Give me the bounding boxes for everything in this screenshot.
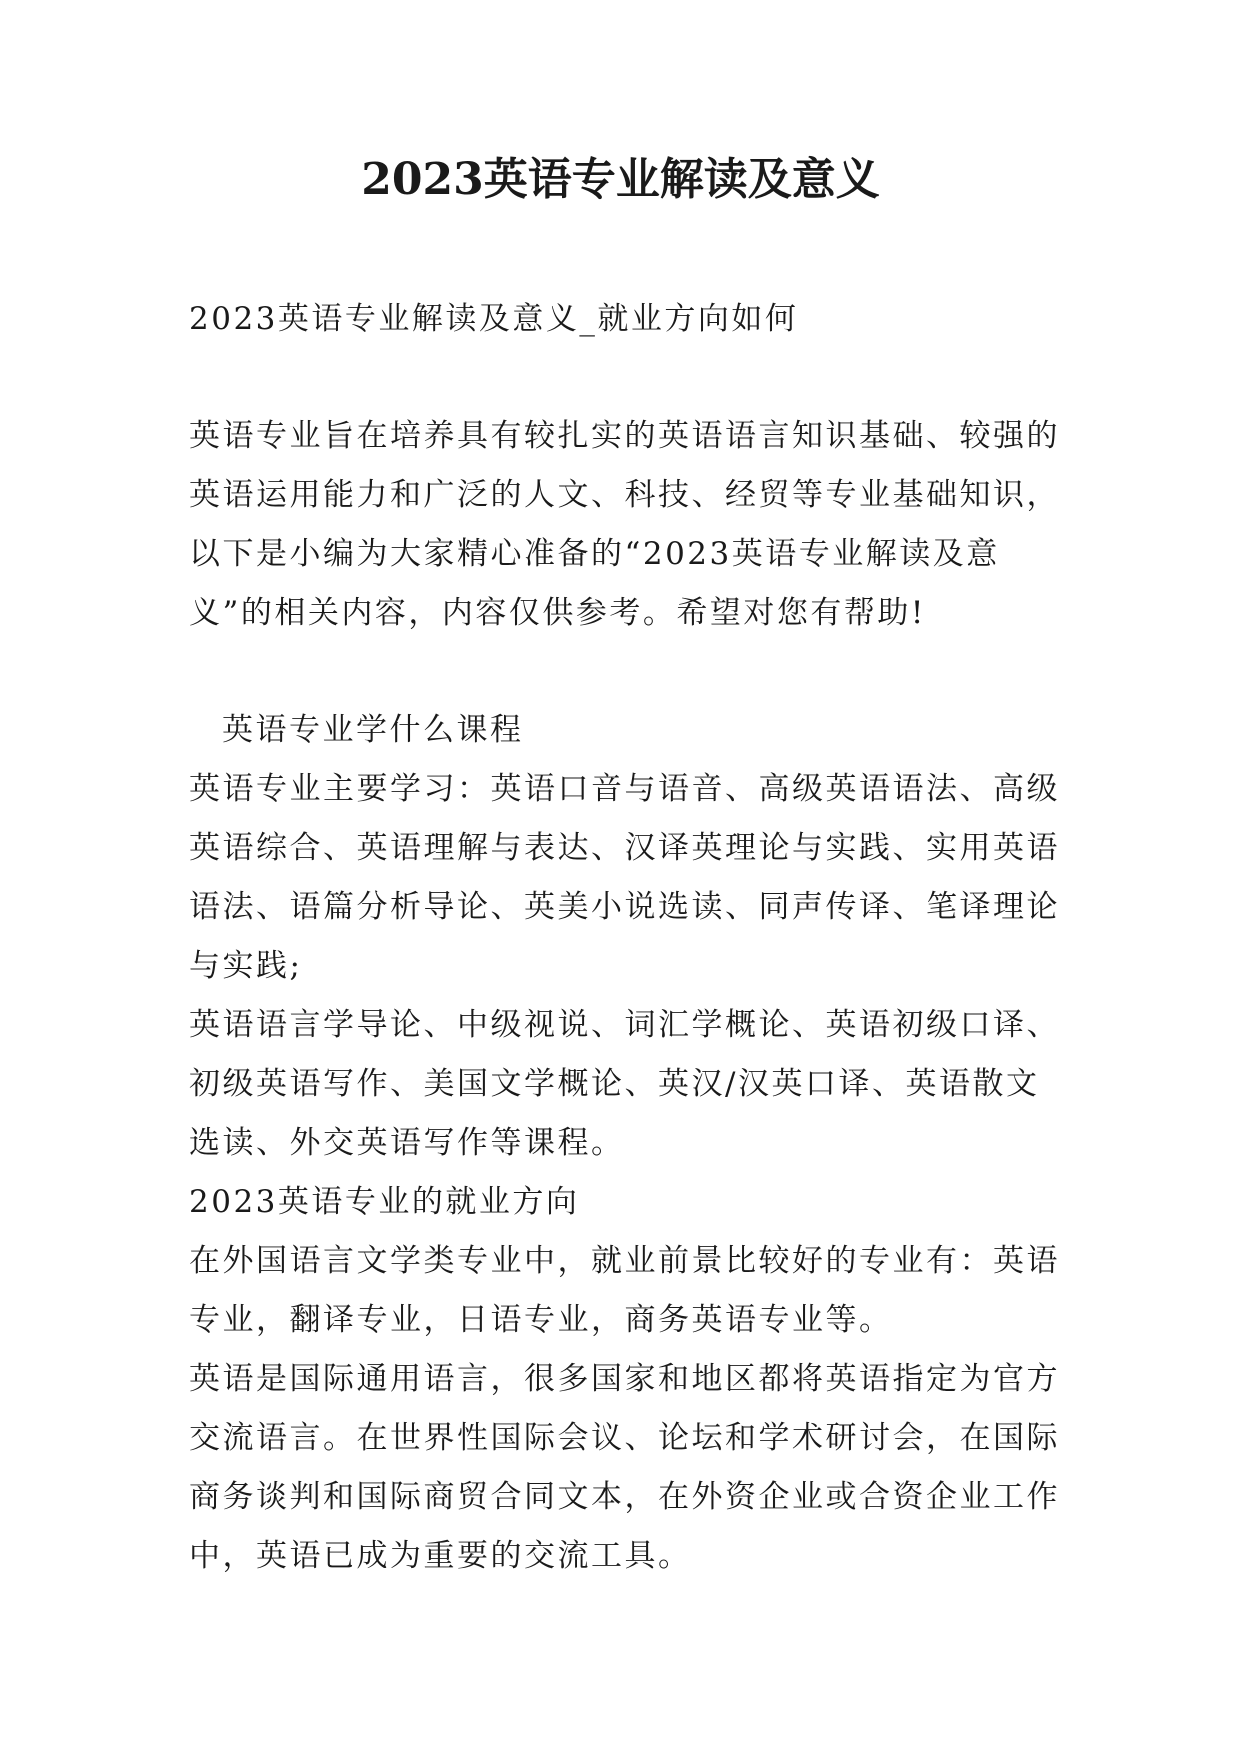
document-body: [189, 290, 1069, 1586]
courses-paragraph-1: 英语专业主要学习：英语口音与语音、高级英语语法、高级英语综合、英语理解与表达、汉译英理论与实践、实用英语语法、语篇分析导论、英美小说选读、同声传译、笔译理论与实践;: [189, 771, 1060, 984]
document-subtitle: 2023英语专业解读及意义_就业方向如何: [189, 301, 799, 337]
intro-paragraph: 英语专业旨在培养具有较扎实的英语语言知识基础、较强的英语运用能力和广泛的人文、科技、经贸等专业基础知识，以下是小编为大家精心准备的“2023英语专业解读及意义”的相关内容，内容仅供参考。希望对您有帮助!: [189, 418, 1060, 631]
section-heading-employment: 2023英语专业的就业方向: [189, 1184, 580, 1220]
section-heading-courses: 英语专业学什么课程: [222, 712, 524, 748]
document-title: 2023英语专业解读及意义: [361, 154, 880, 205]
courses-paragraph-2: 英语语言学导论、中级视说、词汇学概论、英语初级口译、初级英语写作、美国文学概论、英汉/汉英口译、英语散文选读、外交英语写作等课程。: [189, 1007, 1060, 1161]
employment-paragraph-2: 英语是国际通用语言，很多国家和地区都将英语指定为官方交流语言。在世界性国际会议、论坛和学术研讨会，在国际商务谈判和国际商贸合同文本，在外资企业或合资企业工作中，英语已成为重要的交流工具。: [189, 1361, 1060, 1574]
employment-paragraph-1: 在外国语言文学类专业中，就业前景比较好的专业有：英语专业，翻译专业，日语专业，商务英语专业等。: [189, 1243, 1060, 1338]
